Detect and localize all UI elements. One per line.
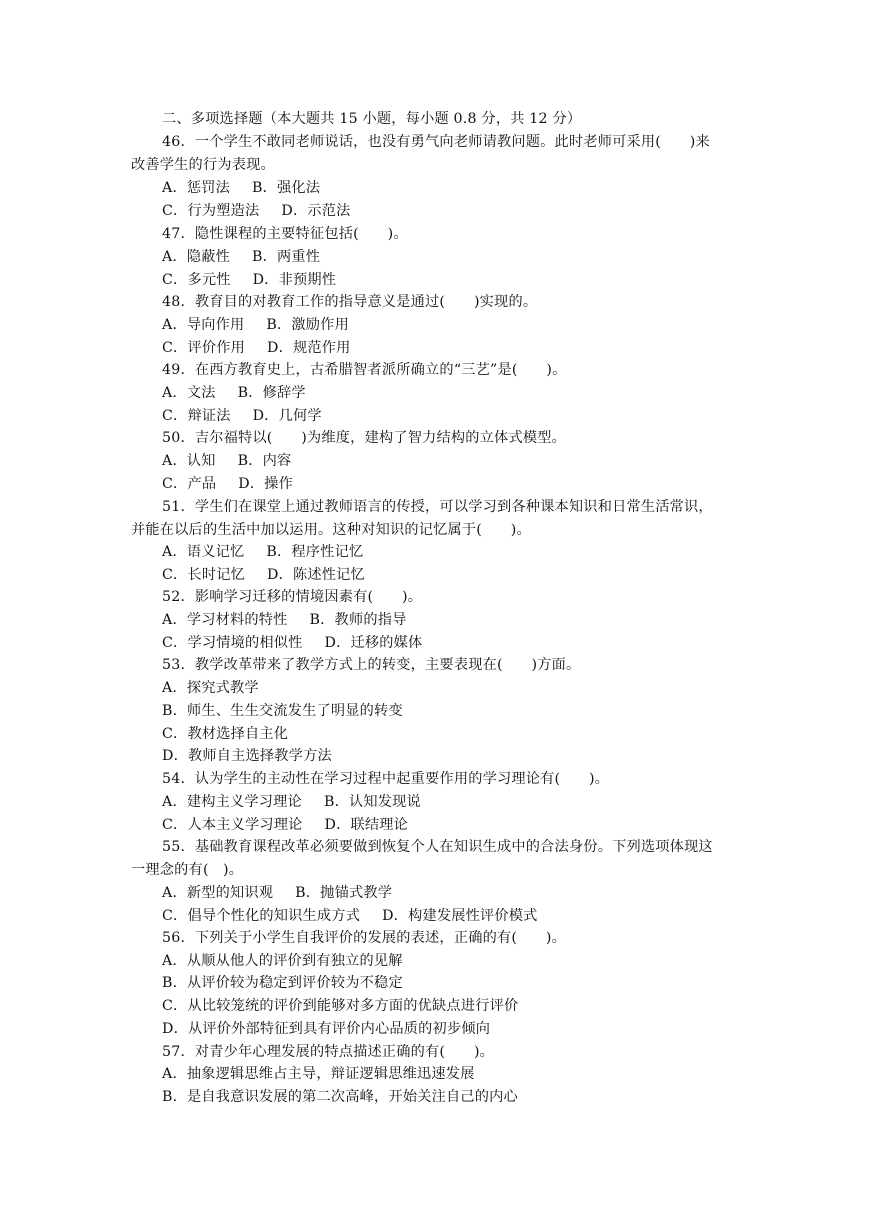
option-c[interactable]: C．多元性 [162, 272, 231, 288]
option-d[interactable]: D．教师自主选择教学方法 [162, 748, 332, 764]
option-b[interactable]: B．激励作用 [266, 317, 349, 333]
option-b[interactable]: B．强化法 [252, 180, 321, 196]
option-b[interactable]: B．内容 [237, 453, 292, 469]
option-c[interactable]: C．从比较笼统的评价到能够对多方面的优缺点进行评价 [162, 998, 519, 1014]
option-a[interactable]: A．隐蔽性 [162, 249, 230, 265]
question-49-options-row [162, 382, 306, 402]
question-48-options-row [162, 337, 351, 357]
option-b[interactable]: B．抛锚式教学 [295, 885, 393, 901]
option-d[interactable]: D．示范法 [281, 203, 351, 219]
option-c[interactable]: C．教材选择自主化 [162, 726, 289, 742]
question-52-options-row [162, 632, 422, 652]
question-49-options-row [162, 405, 322, 425]
question-55-stem-cont: 一理念的有( )。 [131, 862, 244, 878]
option-c[interactable]: C．产品 [162, 476, 217, 492]
option-a[interactable]: A．新型的知识观 [162, 885, 274, 901]
question-52-stem: 52．影响学习迁移的情境因素有( )。 [162, 589, 423, 605]
option-d[interactable]: D．构建发展性评价模式 [382, 908, 538, 924]
option-c[interactable]: C．人本主义学习理论 [162, 817, 303, 833]
option-a[interactable]: A．建构主义学习理论 [162, 794, 302, 810]
option-b[interactable]: B．修辞学 [237, 385, 306, 401]
question-47-options-row [162, 246, 320, 266]
option-a[interactable]: A．探究式教学 [162, 680, 259, 696]
option-a[interactable]: A．认知 [162, 453, 216, 469]
option-b[interactable]: B．两重性 [252, 249, 321, 265]
option-a[interactable]: A．抽象逻辑思维占主导，辩证逻辑思维迅速发展 [162, 1066, 475, 1082]
option-d[interactable]: D．陈述性记忆 [267, 567, 365, 583]
option-d[interactable]: D．几何学 [252, 408, 322, 424]
question-54-options-row [162, 791, 421, 811]
question-48-options-row [162, 314, 349, 334]
option-d[interactable]: D．规范作用 [267, 340, 351, 356]
question-55-stem: 55．基础教育课程改革必须要做到恢复个人在知识生成中的合法身份。下列选项体现这 [162, 839, 713, 855]
option-d[interactable]: D．从评价外部特征到具有评价内心品质的初步倾向 [162, 1021, 491, 1037]
option-d[interactable]: D．联结理论 [324, 817, 409, 833]
option-d[interactable]: D．非预期性 [252, 272, 337, 288]
question-54-options-row [162, 814, 408, 834]
question-49-stem: 49．在西方教育史上，古希腊智者派所确立的“三艺”是( )。 [162, 362, 567, 378]
question-50-options-row [162, 450, 291, 470]
option-b[interactable]: B．程序性记忆 [266, 544, 364, 560]
question-53-stem: 53．教学改革带来了教学方式上的转变，主要表现在( )方面。 [162, 657, 581, 673]
option-c[interactable]: C．辩证法 [162, 408, 231, 424]
question-47-options-row [162, 269, 336, 289]
option-a[interactable]: A．导向作用 [162, 317, 245, 333]
option-a[interactable]: A．学习材料的特性 [162, 612, 288, 628]
section-title: 二、多项选择题（本大题共 15 小题，每小题 0.8 分，共 12 分） [162, 111, 582, 127]
option-b[interactable]: B．是自我意识发展的第二次高峰，开始关注自己的内心 [162, 1089, 518, 1105]
question-51-options-row [162, 541, 363, 561]
question-50-options-row [162, 473, 293, 493]
option-c[interactable]: C．长时记忆 [162, 567, 245, 583]
question-46-options-row [162, 200, 351, 220]
question-56-stem: 56．下列关于小学生自我评价的发展的表述，正确的有( )。 [162, 930, 567, 946]
question-50-stem: 50．吉尔福特以( )为维度，建构了智力结构的立体式模型。 [162, 430, 567, 446]
question-47-stem: 47．隐性课程的主要特征包括( )。 [162, 226, 408, 242]
option-d[interactable]: D．操作 [238, 476, 293, 492]
question-46-stem: 46．一个学生不敢同老师说话，也没有勇气向老师请教问题。此时老师可采用( )来 [162, 134, 710, 150]
question-55-options-row [162, 882, 392, 902]
question-46-options-row [162, 177, 320, 197]
option-a[interactable]: A．惩罚法 [162, 180, 230, 196]
question-52-options-row [162, 609, 407, 629]
question-51-stem-cont: 并能在以后的生活中加以运用。这种对知识的记忆属于( )。 [131, 522, 531, 538]
question-55-options-row [162, 905, 538, 925]
question-46-stem-cont: 改善学生的行为表现。 [131, 157, 275, 173]
option-d[interactable]: D．迁移的媒体 [324, 635, 423, 651]
option-c[interactable]: C．学习情境的相似性 [162, 635, 303, 651]
option-b[interactable]: B．从评价较为稳定到评价较为不稳定 [162, 975, 403, 991]
option-b[interactable]: B．教师的指导 [309, 612, 407, 628]
option-c[interactable]: C．倡导个性化的知识生成方式 [162, 908, 361, 924]
question-57-stem: 57．对青少年心理发展的特点描述正确的有( )。 [162, 1044, 495, 1060]
question-48-stem: 48．教育目的对教育工作的指导意义是通过( )实现的。 [162, 294, 538, 310]
option-b[interactable]: B．师生、生生交流发生了明显的转变 [162, 703, 403, 719]
option-c[interactable]: C．行为塑造法 [162, 203, 260, 219]
option-c[interactable]: C．评价作用 [162, 340, 245, 356]
question-51-options-row [162, 564, 365, 584]
question-51-stem: 51．学生们在课堂上通过教师语言的传授，可以学习到各种课本知识和日常生活常识， [162, 499, 713, 515]
question-54-stem: 54．认为学生的主动性在学习过程中起重要作用的学习理论有( )。 [162, 771, 610, 787]
option-a[interactable]: A．语义记忆 [162, 544, 245, 560]
option-a[interactable]: A．文法 [162, 385, 216, 401]
option-b[interactable]: B．认知发现说 [323, 794, 421, 810]
option-a[interactable]: A．从顺从他人的评价到有独立的见解 [162, 953, 403, 969]
